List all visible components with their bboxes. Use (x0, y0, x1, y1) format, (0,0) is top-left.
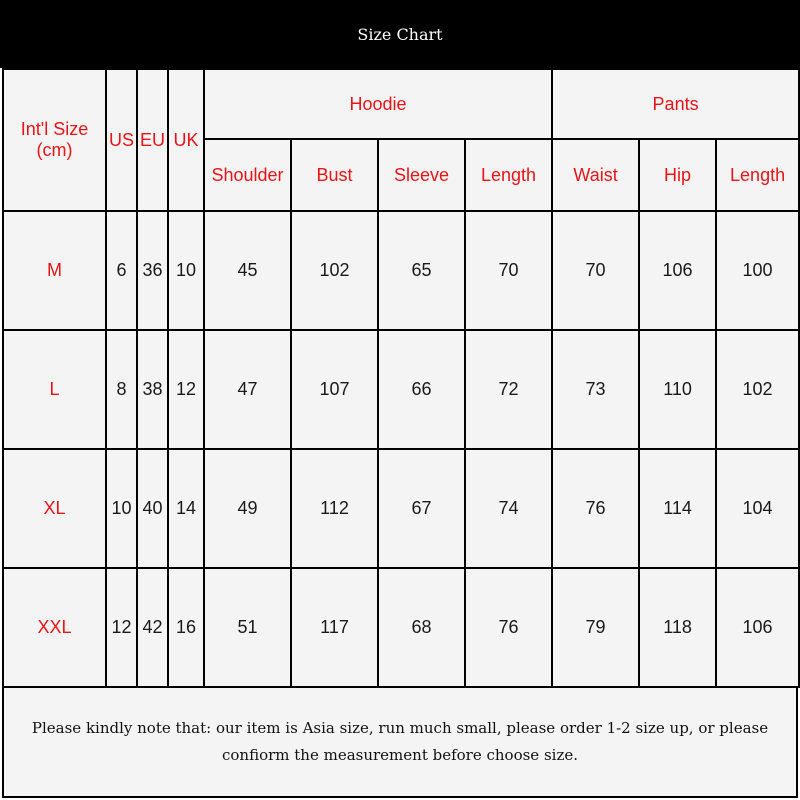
size-cell: M (3, 211, 106, 330)
waist-cell: 70 (552, 211, 639, 330)
intl-size-label: Int'l Size (20, 119, 89, 139)
eu-header: EU (137, 69, 168, 211)
waist-cell: 79 (552, 568, 639, 687)
uk-cell: 12 (168, 330, 204, 449)
pants-length-cell: 104 (716, 449, 799, 568)
header-row-groups (3, 69, 799, 139)
pants-header: Pants (552, 69, 799, 139)
intl-size-unit: (cm) (36, 140, 73, 160)
uk-cell: 10 (168, 211, 204, 330)
bust-cell: 117 (291, 568, 378, 687)
bust-cell: 102 (291, 211, 378, 330)
table-row (3, 211, 799, 330)
hip-cell: 106 (639, 211, 716, 330)
hoodie-length-cell: 70 (465, 211, 552, 330)
waist-header: Waist (552, 139, 639, 211)
hip-cell: 110 (639, 330, 716, 449)
eu-cell: 40 (137, 449, 168, 568)
size-cell: XXL (3, 568, 106, 687)
sleeve-header: Sleeve (378, 139, 465, 211)
table-row (3, 449, 799, 568)
intl-size-header (3, 69, 106, 211)
hoodie-length-cell: 76 (465, 568, 552, 687)
us-cell: 6 (106, 211, 137, 330)
us-cell: 8 (106, 330, 137, 449)
bust-cell: 107 (291, 330, 378, 449)
size-cell: XL (3, 449, 106, 568)
eu-cell: 38 (137, 330, 168, 449)
hoodie-header: Hoodie (204, 69, 552, 139)
size-note-text: Please kindly note that: our item is Asia size, run much small, please order 1-2 size up, or please confiorm the measurement before choose size. (31, 719, 769, 764)
sleeve-cell: 65 (378, 211, 465, 330)
shoulder-cell: 47 (204, 330, 291, 449)
hip-header: Hip (639, 139, 716, 211)
shoulder-cell: 51 (204, 568, 291, 687)
uk-cell: 16 (168, 568, 204, 687)
sleeve-cell: 67 (378, 449, 465, 568)
uk-header: UK (168, 69, 204, 211)
table-row (3, 330, 799, 449)
us-cell: 12 (106, 568, 137, 687)
table-row (3, 568, 799, 687)
shoulder-cell: 45 (204, 211, 291, 330)
size-chart-table (2, 68, 800, 688)
uk-cell: 14 (168, 449, 204, 568)
hoodie-length-cell: 72 (465, 330, 552, 449)
eu-cell: 36 (137, 211, 168, 330)
hoodie-length-header: Length (465, 139, 552, 211)
pants-length-cell: 102 (716, 330, 799, 449)
shoulder-cell: 49 (204, 449, 291, 568)
us-header: US (106, 69, 137, 211)
sleeve-cell: 68 (378, 568, 465, 687)
hip-cell: 118 (639, 568, 716, 687)
sleeve-cell: 66 (378, 330, 465, 449)
size-cell: L (3, 330, 106, 449)
shoulder-header: Shoulder (204, 139, 291, 211)
size-note (2, 688, 798, 798)
bust-cell: 112 (291, 449, 378, 568)
pants-length-cell: 106 (716, 568, 799, 687)
size-chart-title: Size Chart (0, 0, 800, 68)
hip-cell: 114 (639, 449, 716, 568)
hoodie-length-cell: 74 (465, 449, 552, 568)
bust-header: Bust (291, 139, 378, 211)
pants-length-cell: 100 (716, 211, 799, 330)
waist-cell: 76 (552, 449, 639, 568)
waist-cell: 73 (552, 330, 639, 449)
eu-cell: 42 (137, 568, 168, 687)
pants-length-header: Length (716, 139, 799, 211)
us-cell: 10 (106, 449, 137, 568)
